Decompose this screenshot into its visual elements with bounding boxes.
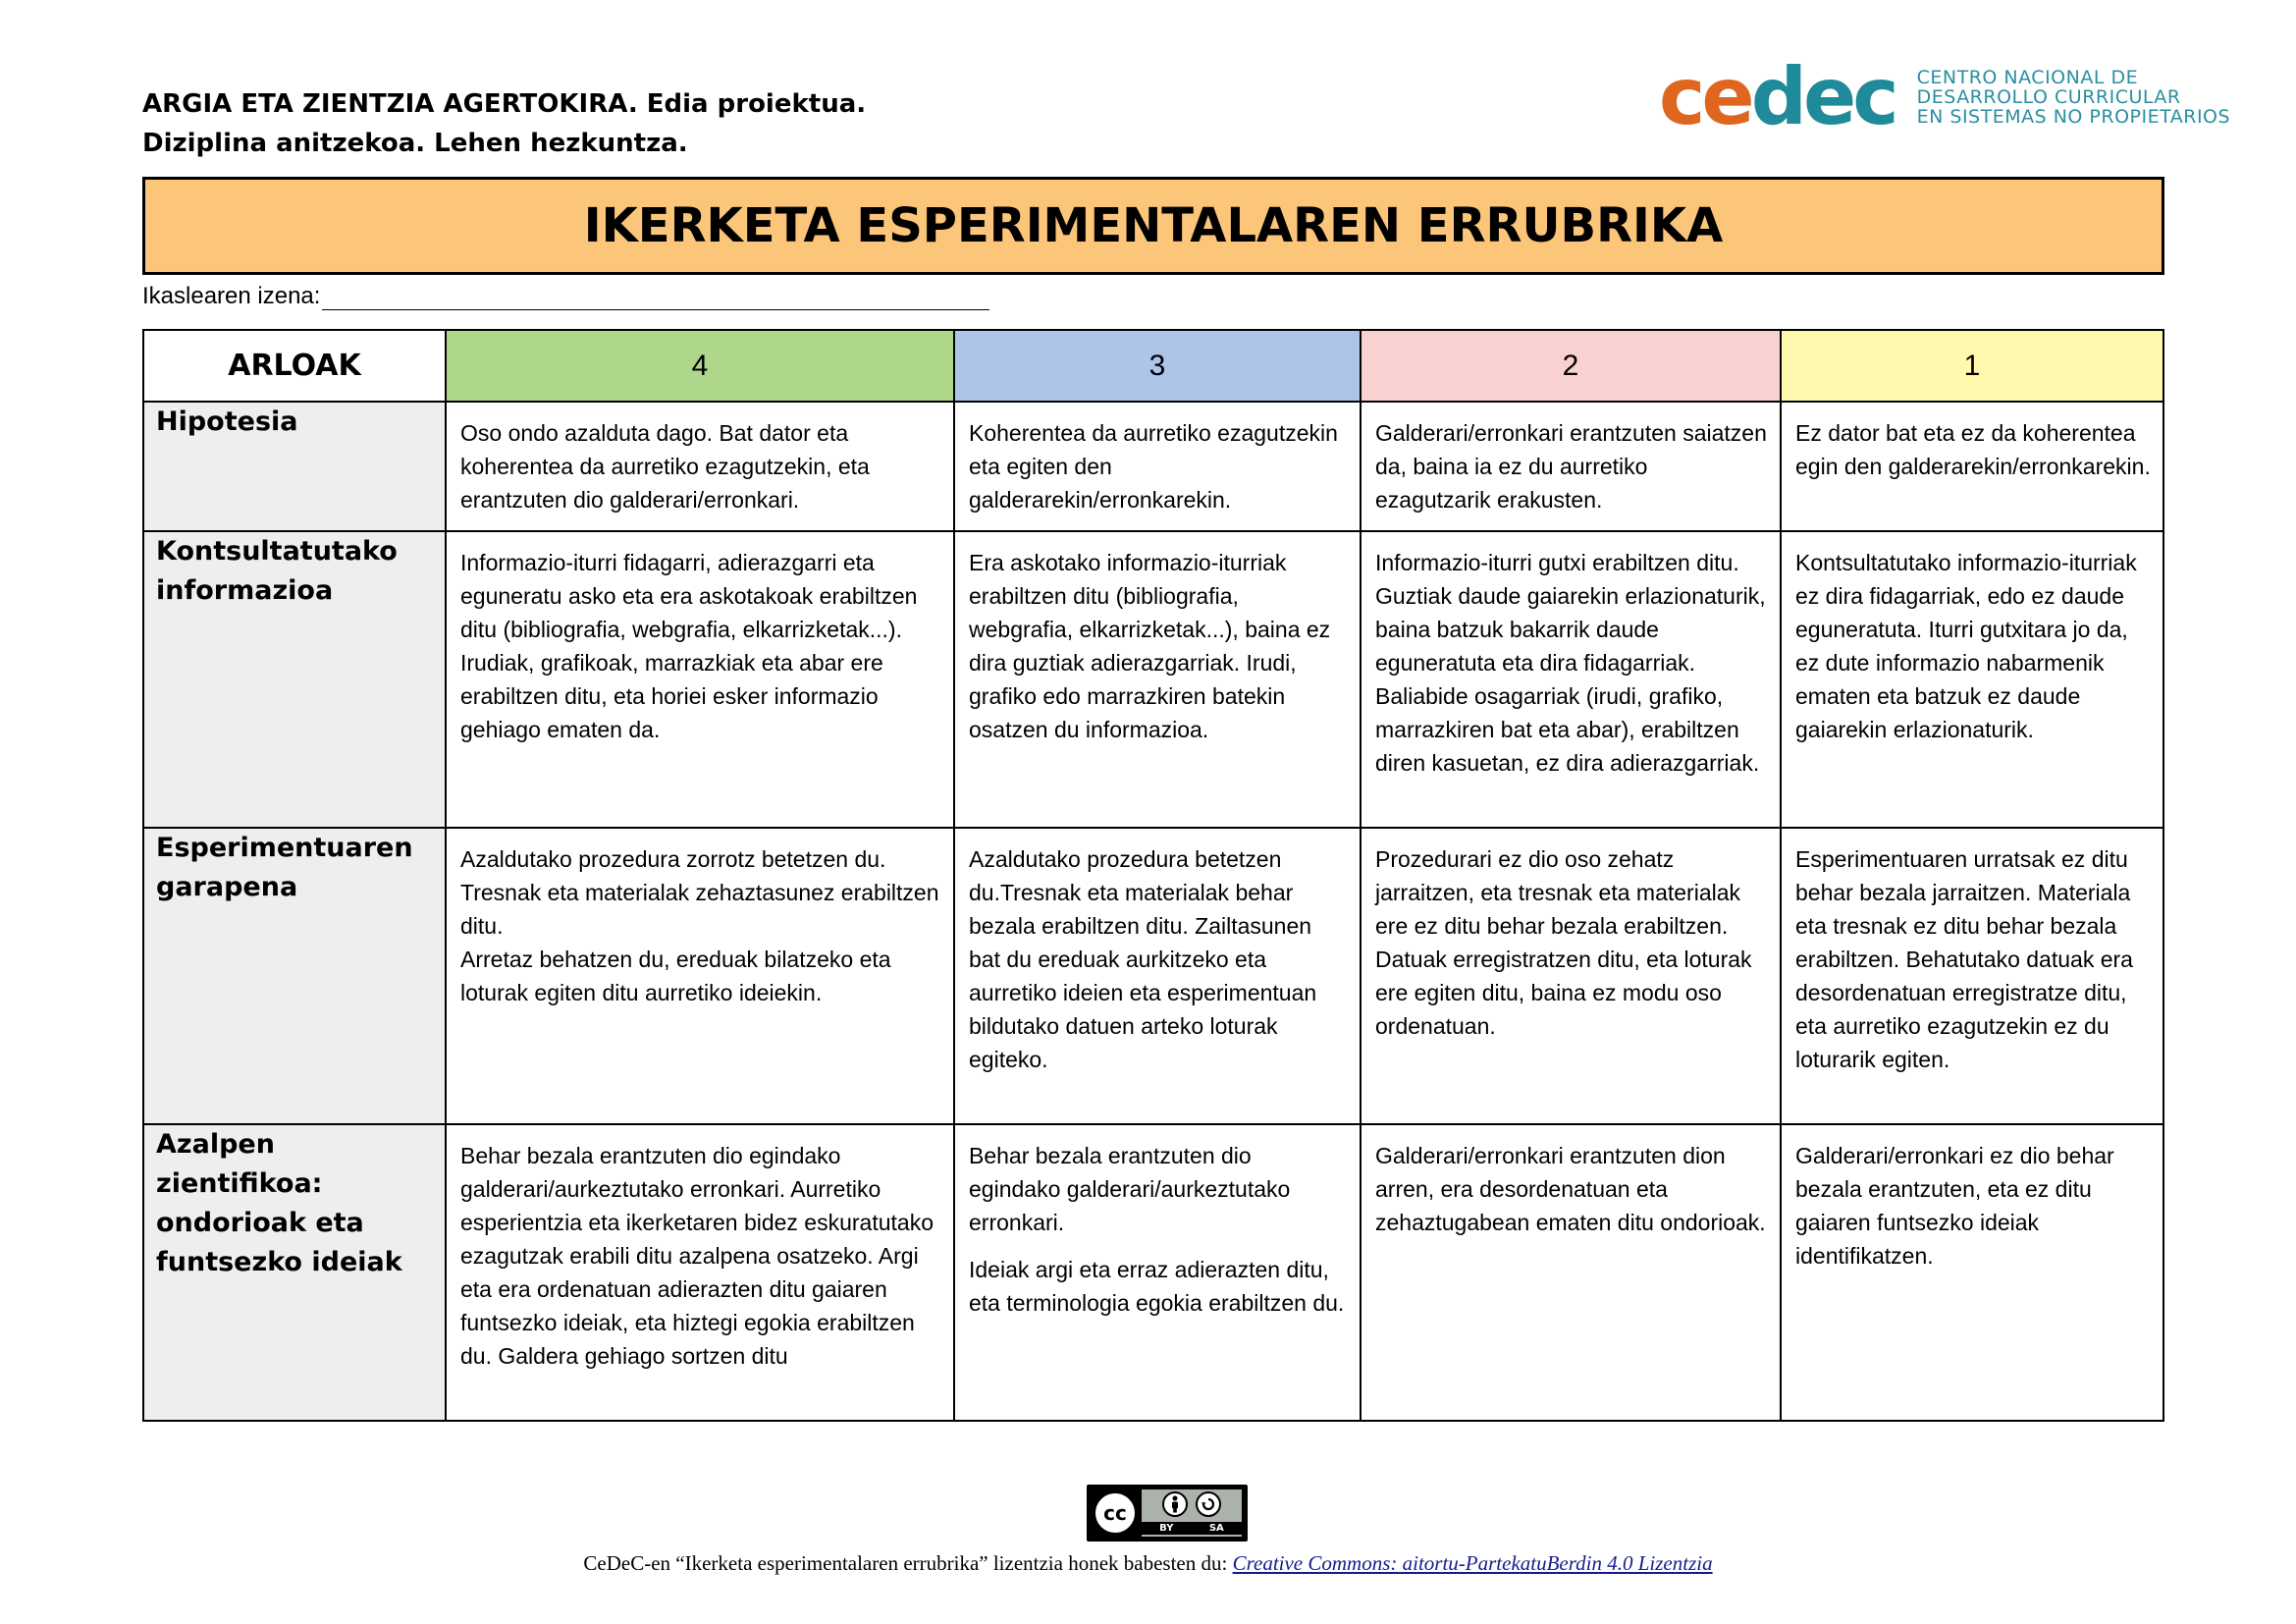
cell-level-2: Prozedurari ez dio oso zehatz jarraitzen, eta tresnak eta materialak ere ez ditu behar bezala erabiltzen. Datuak erregistratzen ditu, eta loturak ere egiten ditu, baina ez modu oso ordenatuan.	[1361, 828, 1781, 1124]
cell-level-1: Esperimentuaren urratsak ez ditu behar bezala jarraitzen. Materiala eta tresnak ez ditu behar bezala erabiltzen. Behatutako datuak era desordenatuan erregistratze ditu, eta aurretiko ezagutzekin ez du loturarik egiten.	[1781, 828, 2163, 1124]
table-row	[143, 402, 2163, 531]
rubric-table	[142, 329, 2164, 1422]
title-banner	[142, 177, 2164, 275]
cell-level-1: Ez dator bat eta ez da koherentea egin den galderarekin/erronkarekin.	[1781, 402, 2163, 531]
cell-level-3: Azaldutako prozedura betetzen du.Tresnak eta materialak behar bezala erabiltzen ditu. Zailtasunen bat du ereduak aurkitzeko eta aurretiko ideien eta esperimentuan bildutako datuen arteko loturak egiteko.	[954, 828, 1361, 1124]
page-title: IKERKETA ESPERIMENTALAREN ERRUBRIKA	[583, 198, 1724, 253]
header-line-2: Diziplina anitzekoa. Lehen hezkuntza.	[142, 129, 688, 158]
by-label: BY	[1159, 1523, 1174, 1534]
table-row	[143, 1124, 2163, 1421]
logo-subtitle-line-3: EN SISTEMAS NO PROPIETARIOS	[1916, 106, 2231, 128]
license-badge	[1087, 1485, 1248, 1542]
cell-level-4: Informazio-iturri fidagarri, adierazgarri eta eguneratu asko eta era askotakoak erabiltzen ditu (bibliografia, webgrafia, elkarrizketak...). Irudiak, grafikoak, marrazkiak eta abar ere erabiltzen ditu, eta horiei esker informazio gehiago ematen da.	[446, 531, 954, 828]
cedec-logo	[1659, 51, 2231, 142]
cell-level-2: Galderari/erronkari erantzuten dion arren, era desordenatuan eta zehaztugabean ematen ditu ondorioak.	[1361, 1124, 1781, 1421]
rubric-header-row	[143, 330, 2163, 402]
person-icon	[1162, 1491, 1188, 1517]
cell-level-2: Informazio-iturri gutxi erabiltzen ditu. Guztiak daude gaiarekin erlazionaturik, baina batzuk bakarrik daude eguneratuta eta dira fidagarriak. Baliabide osagarriak (irudi, grafiko, marrazkiren bat eta abar), erabiltzen diren kasuetan, ez dira adierazgarriak.	[1361, 531, 1781, 828]
cell-level-1: Kontsultatutako informazio-iturriak ez dira fidagarriak, edo ez daude eguneratuta. Iturri gutxitara jo da, ez dute informazio nabarmenik ematen eta batzuk ez daude gaiarekin erlazionaturik.	[1781, 531, 2163, 828]
logo-wordmark-part2: dec	[1750, 51, 1896, 142]
row-label: Kontsultatutako informazioa	[143, 531, 446, 828]
document-header	[142, 84, 866, 163]
student-name-label: Ikaslearen izena:	[142, 283, 321, 309]
header-level-1: 1	[1781, 330, 2163, 402]
cell-level-4: Behar bezala erantzuten dio egindako galderari/aurkeztutako erronkari. Aurretiko esperientzia eta ikerketaren bidez eskuratutako ezagutzak erabili ditu azalpena osatzeko. Argi eta era ordenatuan adierazten ditu gaiaren funtsezko ideiak, eta hiztegi egokia erabiltzen du. Galdera gehiago sortzen ditu	[446, 1124, 954, 1421]
cell-level-1: Galderari/erronkari ez dio behar bezala erantzuten, eta ez ditu gaiaren funtsezko ideiak identifikatzen.	[1781, 1124, 2163, 1421]
student-name-line	[322, 286, 989, 310]
license-link[interactable]: Creative Commons: aitortu-PartekatuBerdin 4.0 Lizentzia	[1232, 1551, 1713, 1575]
license-badge-panel	[1142, 1489, 1242, 1537]
logo-wordmark-part1: ce	[1659, 51, 1751, 142]
row-label: Azalpen zientifikoa: ondorioak eta funtsezko ideiak	[143, 1124, 446, 1421]
cell-level-3	[954, 1124, 1361, 1421]
cell-paragraph: Ideiak argi eta erraz adierazten ditu, eta terminologia egokia erabiltzen du.	[969, 1257, 1345, 1316]
footer-text: CeDeC-en “Ikerketa esperimentalaren errubrika” lizentzia honek babesten du:	[583, 1551, 1233, 1575]
cell-paragraph: Behar bezala erantzuten dio egindako galderari/aurkeztutako erronkari.	[969, 1143, 1291, 1235]
logo-wordmark	[1659, 51, 1896, 142]
header-level-2: 2	[1361, 330, 1781, 402]
header-line-1: ARGIA ETA ZIENTZIA AGERTOKIRA. Edia proiektua.	[142, 89, 867, 119]
logo-subtitle-line-2: DESARROLLO CURRICULAR	[1916, 86, 2181, 108]
cell-level-4: Azaldutako prozedura zorrotz betetzen du. Tresnak eta materialak zehaztasunez erabiltzen ditu. Arretaz behatzen du, ereduak bilatzeko eta loturak egiten ditu aurretiko ideiekin.	[446, 828, 954, 1124]
footer	[0, 1551, 2296, 1576]
cell-level-4: Oso ondo azalduta dago. Bat dator eta koherentea da aurretiko ezagutzekin, eta erantzuten dio galderari/erronkari.	[446, 402, 954, 531]
row-label: Hipotesia	[143, 402, 446, 531]
row-label: Esperimentuaren garapena	[143, 828, 446, 1124]
share-alike-icon	[1196, 1491, 1221, 1517]
student-name-field	[142, 283, 989, 310]
header-level-4: 4	[446, 330, 954, 402]
header-level-3: 3	[954, 330, 1361, 402]
table-row	[143, 531, 2163, 828]
header-areas: ARLOAK	[143, 330, 446, 402]
table-row	[143, 828, 2163, 1124]
cell-level-2: Galderari/erronkari erantzuten saiatzen da, baina ia ez du aurretiko ezagutzarik erakusten.	[1361, 402, 1781, 531]
sa-label: SA	[1208, 1523, 1224, 1534]
cell-level-3: Era askotako informazio-iturriak erabiltzen ditu (bibliografia, webgrafia, elkarrizketak...), baina ez dira guztiak adierazgarriak. Irudi, grafiko edo marrazkiren batekin osatzen du informazioa.	[954, 531, 1361, 828]
cc-icon: cc	[1093, 1490, 1138, 1536]
logo-subtitle-line-1: CENTRO NACIONAL DE	[1916, 67, 2139, 88]
logo-subtitle	[1917, 68, 2230, 127]
cell-level-3: Koherentea da aurretiko ezagutzekin eta egiten den galderarekin/erronkarekin.	[954, 402, 1361, 531]
